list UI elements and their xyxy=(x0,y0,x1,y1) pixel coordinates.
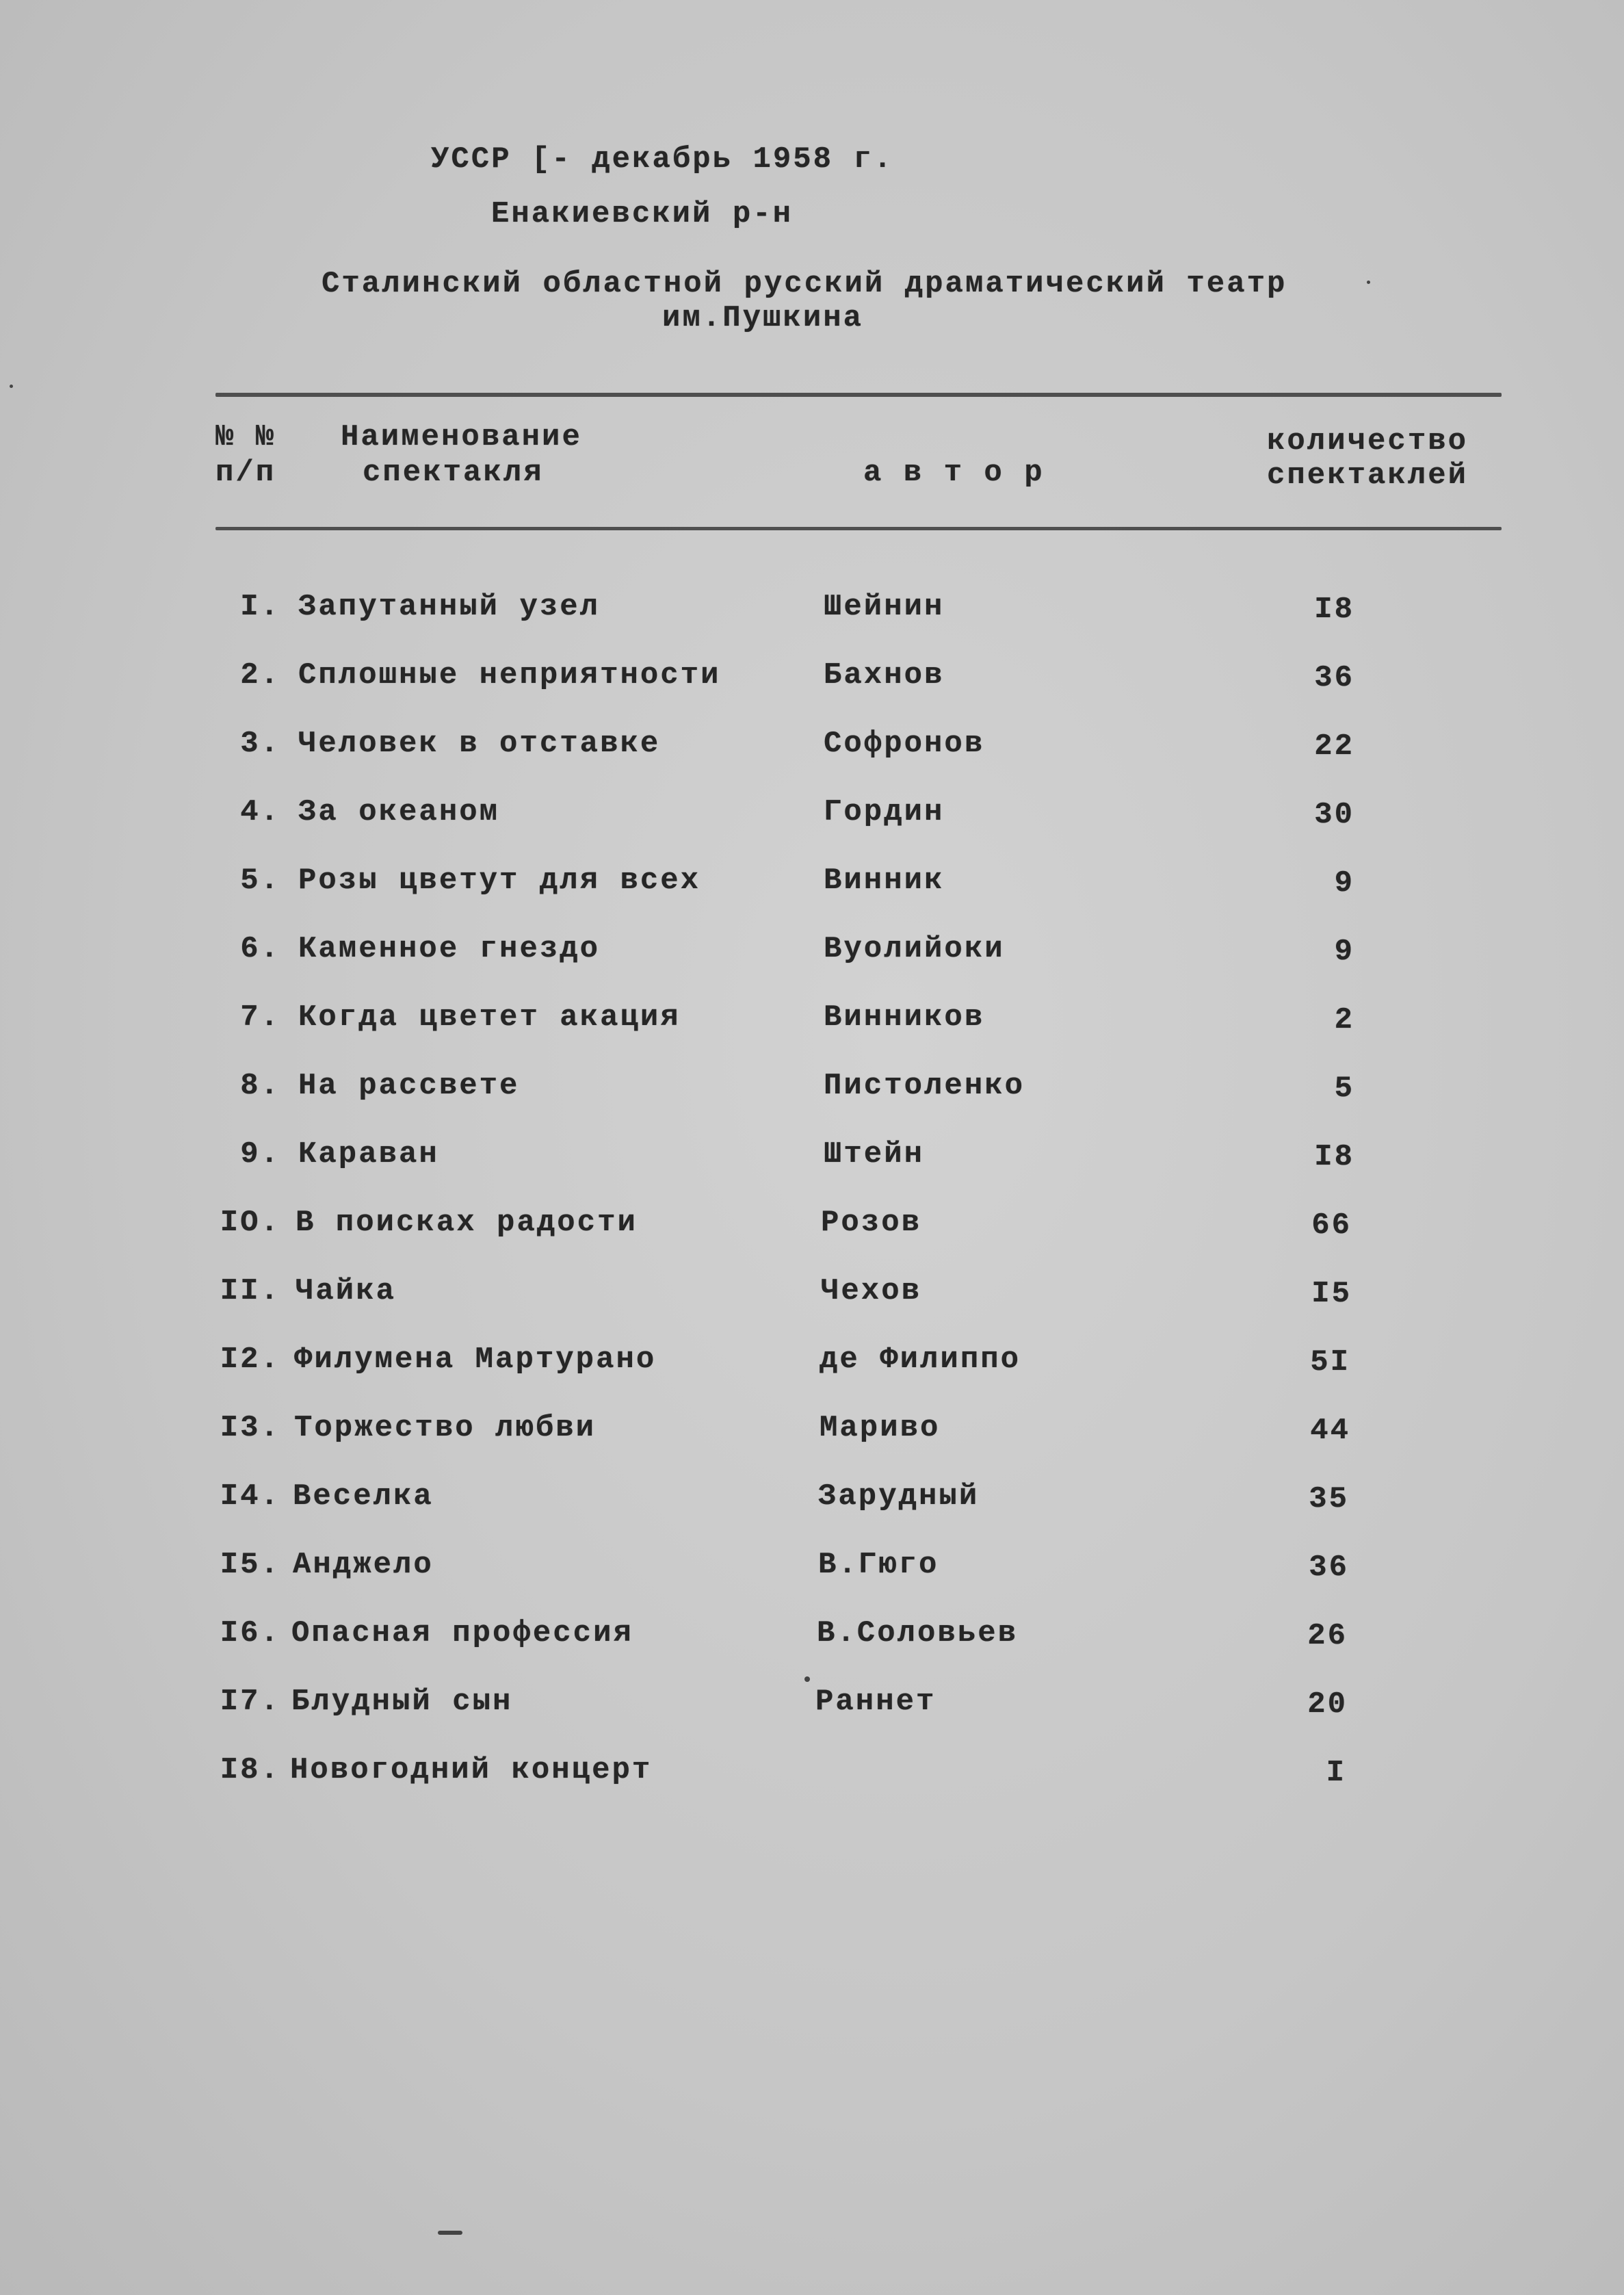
performance-count: 20 xyxy=(1307,1687,1348,1722)
play-author: Бахнов xyxy=(824,658,945,692)
play-title: Караван xyxy=(298,1137,439,1171)
performance-count: 9 xyxy=(1334,935,1354,969)
play-author: Софронов xyxy=(824,727,985,761)
row-number: 4. xyxy=(240,795,280,829)
column-header-num-sub: п/п xyxy=(215,456,276,490)
row-number: IO. xyxy=(220,1206,280,1240)
performance-count: 5I xyxy=(1310,1345,1350,1379)
paper-speck xyxy=(438,2231,462,2235)
play-title: Розы цветут для всех xyxy=(298,864,701,898)
row-number: I6. xyxy=(220,1616,280,1650)
play-author: Вуолийоки xyxy=(824,932,1005,966)
play-title: Запутанный узел xyxy=(298,590,601,624)
performance-count: 5 xyxy=(1334,1072,1354,1106)
play-title: Когда цветет акация xyxy=(298,1000,681,1035)
play-author: Пистоленко xyxy=(824,1069,1025,1103)
header-line-2: Енакиевский р-н xyxy=(491,197,794,231)
row-number: I8. xyxy=(220,1753,280,1787)
row-number: I7. xyxy=(220,1685,280,1719)
performance-count: 35 xyxy=(1309,1482,1349,1516)
play-title: Веселка xyxy=(293,1479,434,1514)
paper-speck xyxy=(804,1676,810,1682)
performance-count: I xyxy=(1326,1756,1346,1790)
play-author: Штейн xyxy=(824,1137,925,1171)
play-title: На рассвете xyxy=(298,1069,520,1103)
performance-count: 30 xyxy=(1314,798,1354,832)
play-author: Винников xyxy=(824,1000,985,1035)
table-header-rule xyxy=(215,527,1502,530)
row-number: 9. xyxy=(240,1137,280,1171)
play-author: Мариво xyxy=(820,1411,941,1445)
play-title: Опасная профессия xyxy=(291,1616,633,1650)
play-author: Розов xyxy=(821,1206,922,1240)
play-author: Винник xyxy=(824,864,945,898)
play-author: Шейнин xyxy=(824,590,945,624)
row-number: I5. xyxy=(220,1548,280,1582)
play-title: За океаном xyxy=(298,795,500,829)
row-number: 5. xyxy=(240,864,280,898)
play-title: Блудный сын xyxy=(291,1685,513,1719)
play-author: Гордин xyxy=(824,795,945,829)
row-number: I3. xyxy=(220,1411,280,1445)
play-author: В.Соловьев xyxy=(817,1616,1019,1650)
play-author: Зарудный xyxy=(818,1479,980,1514)
play-title: Новогодний концерт xyxy=(290,1753,653,1787)
play-title: В поисках радости xyxy=(296,1206,638,1240)
performance-count: 66 xyxy=(1311,1208,1352,1243)
row-number: 6. xyxy=(240,932,280,966)
row-number: I. xyxy=(240,590,280,624)
header-line-1: УССР [- декабрь 1958 г. xyxy=(431,142,894,177)
column-header-count: количество xyxy=(1267,424,1469,458)
theatre-name: Сталинский областной русский драматический театр xyxy=(322,267,1287,301)
performance-count: 22 xyxy=(1314,729,1354,764)
performance-count: 2 xyxy=(1334,1003,1354,1037)
play-title: Человек в отставке xyxy=(298,727,661,761)
performance-count: 36 xyxy=(1309,1551,1349,1585)
performance-count: I5 xyxy=(1311,1277,1352,1311)
theatre-name-suffix: им.Пушкина xyxy=(662,301,864,335)
column-header-author: а в т о р xyxy=(863,456,1045,490)
row-number: 2. xyxy=(240,658,280,692)
row-number: 3. xyxy=(240,727,280,761)
table-top-rule xyxy=(215,393,1502,397)
row-number: 8. xyxy=(240,1069,280,1103)
performance-count: I8 xyxy=(1314,1140,1354,1174)
paper-speck xyxy=(10,385,13,388)
play-author: де Филиппо xyxy=(820,1343,1021,1377)
row-number: I2. xyxy=(220,1343,280,1377)
row-number: I4. xyxy=(220,1479,280,1514)
column-header-count-sub: спектаклей xyxy=(1267,458,1469,493)
row-number: II. xyxy=(220,1274,280,1308)
row-number: 7. xyxy=(240,1000,280,1035)
performance-count: 44 xyxy=(1310,1414,1350,1448)
play-title: Торжество любви xyxy=(294,1411,597,1445)
play-author: Раннет xyxy=(815,1685,937,1719)
performance-count: 36 xyxy=(1314,661,1354,695)
play-title: Анджело xyxy=(293,1548,434,1582)
paper-speck xyxy=(1367,281,1370,284)
play-title: Чайка xyxy=(296,1274,397,1308)
play-title: Каменное гнездо xyxy=(298,932,601,966)
play-author: В.Гюго xyxy=(818,1548,939,1582)
performance-count: 9 xyxy=(1334,866,1354,900)
play-title: Сплошные неприятности xyxy=(298,658,721,692)
play-title: Филумена Мартурано xyxy=(294,1343,657,1377)
performance-count: 26 xyxy=(1307,1619,1348,1653)
play-author: Чехов xyxy=(821,1274,922,1308)
column-header-num: № № xyxy=(215,420,276,454)
column-header-title: Наименование xyxy=(341,420,582,454)
performance-count: I8 xyxy=(1314,593,1354,627)
column-header-title-sub: спектакля xyxy=(363,456,544,490)
